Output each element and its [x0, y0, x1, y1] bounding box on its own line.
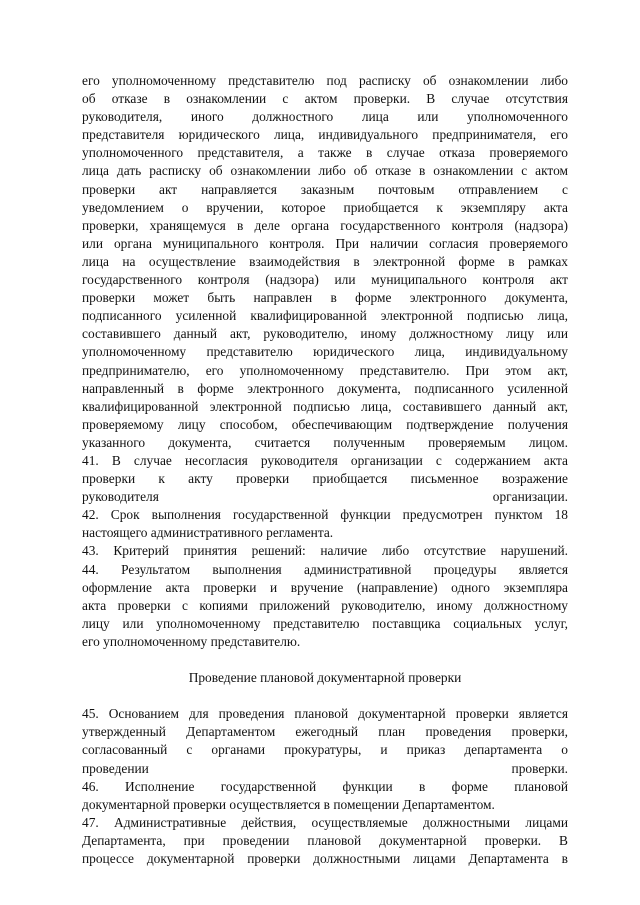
text-line: проверки, хранящемуся в деле органа государственного контроля (надзора) [82, 217, 568, 233]
text-line: 41. В случае несогласия руководителя организации с содержанием акта [82, 452, 568, 468]
text-line: лица дать расписку об ознакомлении либо об отказе в ознакомлении с актом [82, 163, 568, 179]
text-line: акта проверки с копиями приложений руководителю, иному должностному [82, 597, 568, 613]
text-line: или органа муниципального контроля. При наличии согласия проверяемого [82, 235, 568, 251]
text-line: 46. Исполнение государственной функции в форме плановой [82, 778, 568, 794]
spacer [82, 687, 568, 705]
text-line: проверки может быть направлен в форме электронного документа, [82, 290, 568, 306]
text-line: Департамента, при проведении плановой документарной проверки. В [82, 832, 568, 848]
text-line: государственного контроля (надзора) или муниципального контроля акт [82, 272, 568, 288]
text-line: его уполномоченному представителю под расписку об ознакомлении либо [82, 73, 568, 88]
text-line: подписанного усиленной квалифицированной электронной подписью лица, [82, 308, 568, 324]
text-line: лицу или уполномоченному представителю поставщика социальных услуг, [82, 615, 568, 631]
text-line: оформление акта проверки и вручение (направление) одного экземпляра [82, 579, 568, 595]
text-line: настоящего административного регламента. [82, 525, 334, 541]
text-line: предпринимателю, его уполномоченному представителю. При этом акт, [82, 362, 568, 378]
text-line: процессе документарной проверки должностными лицами Департамента в [82, 851, 568, 867]
spacer [82, 651, 568, 669]
text-line: проведении проверки. [82, 760, 568, 776]
text-line: об отказе в ознакомлении с актом проверки. В случае отсутствия [82, 91, 568, 107]
text-line: согласованный с органами прокуратуры, и приказ департамента о [82, 742, 568, 758]
text-line: уполномоченному представителю юридического лица, индивидуальному [82, 344, 568, 360]
text-line: 47. Административные действия, осуществляемые должностными лицами [82, 814, 568, 830]
text-line: документарной проверки осуществляется в помещении Департаментом. [82, 796, 495, 812]
text-line: лица на осуществление взаимодействия в электронной форме в рамках [82, 253, 568, 269]
text-line: уполномоченного представителя, а также в случае отказа проверяемого [82, 145, 568, 161]
text-line: проверяемому лицу способом, обеспечивающим подтверждение получения [82, 416, 568, 432]
text-line: утвержденный Департаментом ежегодный план проведения проверки, [82, 724, 568, 740]
text-line: составившего данный акт, руководителю, иному должностному лицу или [82, 326, 568, 342]
text-line: 43. Критерий принятия решений: наличие либо отсутствие нарушений. [82, 543, 568, 559]
paragraph-block-1 [82, 72, 568, 651]
text-line: руководителя, иного должностного лица или уполномоченного [82, 109, 568, 125]
text-line: его уполномоченному представителю. [82, 633, 301, 649]
text-line: проверки акт направляется заказным почтовым отправлением с [82, 181, 568, 197]
text-line: указанного документа, считается полученным проверяемым лицом. [82, 434, 568, 450]
document-page [82, 72, 568, 868]
text-line: представителя юридического лица, индивидуального предпринимателя, его [82, 127, 568, 143]
text-line: 45. Основанием для проведения плановой документарной проверки является [82, 706, 568, 722]
text-line: руководителя организации. [82, 489, 568, 505]
text-line: квалифицированной электронной подписью лица, составившего данный акт, [82, 398, 568, 414]
paragraph-block-2 [82, 705, 568, 868]
section-heading: Проведение плановой документарной проверки [188, 670, 462, 686]
text-line: 42. Срок выполнения государственной функции предусмотрен пунктом 18 [82, 507, 568, 523]
text-line: направленный в форме электронного документа, подписанного усиленной [82, 380, 568, 396]
text-line: 44. Результатом выполнения административной процедуры является [82, 561, 568, 577]
text-line: уведомлением о вручении, которое приобщается к экземпляру акта [82, 199, 568, 215]
text-line: проверки к акту проверки приобщается письменное возражение [82, 471, 568, 487]
